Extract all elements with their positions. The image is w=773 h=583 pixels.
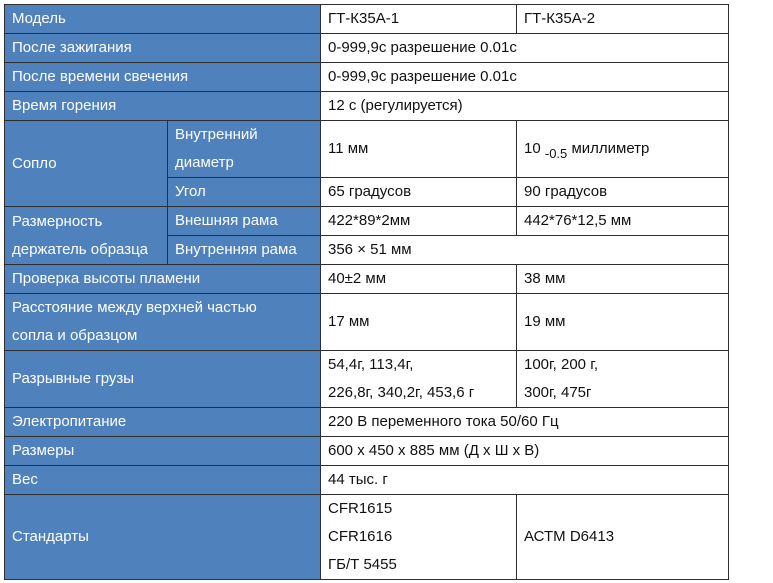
holder-inner-frame-label: Внутренняя рама [168,236,321,265]
table-row [5,294,729,351]
model-b-value: ГТ-К35А-2 [517,5,729,34]
standards-a-value [321,495,517,580]
holder-outer-a-value: 422*89*2мм [321,207,517,236]
size-value: 600 x 450 x 885 мм (Д x Ш x В) [321,437,729,466]
after-ignition-label: После зажигания [5,34,321,63]
table-row [5,121,729,178]
weights-b-line2: 300г, 475г [524,384,592,401]
nozzle-inner-label-line1: Внутренний [175,126,258,143]
holder-outer-b-value: 442*76*12,5 мм [517,207,729,236]
nozzle-inner-a-value: 11 мм [321,121,517,178]
table-row [5,207,729,236]
flame-height-label: Проверка высоты пламени [5,265,321,294]
nozzle-inner-b-value [517,121,729,178]
table-row [5,34,729,63]
weight-value: 44 тыс. г [321,466,729,495]
holder-label-line1: Размерность [12,212,103,230]
nozzle-inner-diameter-label [168,121,321,178]
standards-a-line1: CFR1615 [328,500,393,517]
standards-a-line3: ГБ/Т 5455 [328,556,397,573]
model-label: Модель [5,5,321,34]
standards-b-value: АСТМ D6413 [517,495,729,580]
standards-a-line2: CFR1616 [328,528,393,545]
burn-time-value: 12 с (регулируется) [321,92,729,121]
holder-inner-value: 356 × 51 мм [321,236,729,265]
nozzle-angle-label: Угол [168,178,321,207]
flame-height-a-value: 40±2 мм [321,265,517,294]
standards-label: Стандарты [5,495,321,580]
weight-label: Вес [5,466,321,495]
distance-label-line2: сопла и образцом [12,327,138,344]
nozzle-angle-a-value: 65 градусов [321,178,517,207]
nozzle-inner-b-tolerance: -0.5 [544,146,568,161]
holder-label [5,207,168,265]
after-glow-value: 0-999,9с разрешение 0.01с [321,63,729,92]
flame-height-b-value: 38 мм [517,265,729,294]
nozzle-inner-label-line2: диаметр [175,154,234,171]
specification-table [4,4,729,580]
distance-label-line1: Расстояние между верхней частью [12,299,257,316]
after-ignition-value: 0-999,9с разрешение 0.01с [321,34,729,63]
weights-a-value [321,351,517,408]
table-row [5,408,729,437]
weights-b-line1: 100г, 200 г, [524,356,599,373]
after-glow-label: После времени свечения [5,63,321,92]
table-row [5,5,729,34]
nozzle-inner-b-unit: миллиметр [571,140,650,157]
power-value: 220 В переменного тока 50/60 Гц [321,408,729,437]
table-row [5,495,729,580]
table-row [5,265,729,294]
nozzle-angle-b-value: 90 градусов [517,178,729,207]
holder-outer-frame-label: Внешняя рама [168,207,321,236]
model-a-value: ГТ-К35А-1 [321,5,517,34]
burn-time-label: Время горения [5,92,321,121]
weights-b-value [517,351,729,408]
size-label: Размеры [5,437,321,466]
distance-b-value: 19 мм [517,294,729,351]
holder-label-line2: держатель образца [12,240,149,258]
table-row [5,437,729,466]
table-row [5,466,729,495]
table-row [5,351,729,408]
distance-a-value: 17 мм [321,294,517,351]
table-row [5,92,729,121]
nozzle-label: Сопло [5,121,168,207]
weights-label: Разрывные грузы [5,351,321,408]
weights-a-line1: 54,4г, 113,4г, [328,356,414,373]
table-row [5,63,729,92]
weights-a-line2: 226,8г, 340,2г, 453,6 г [328,384,475,401]
power-label: Электропитание [5,408,321,437]
nozzle-inner-b-main: 10 [524,140,541,157]
distance-label [5,294,321,351]
